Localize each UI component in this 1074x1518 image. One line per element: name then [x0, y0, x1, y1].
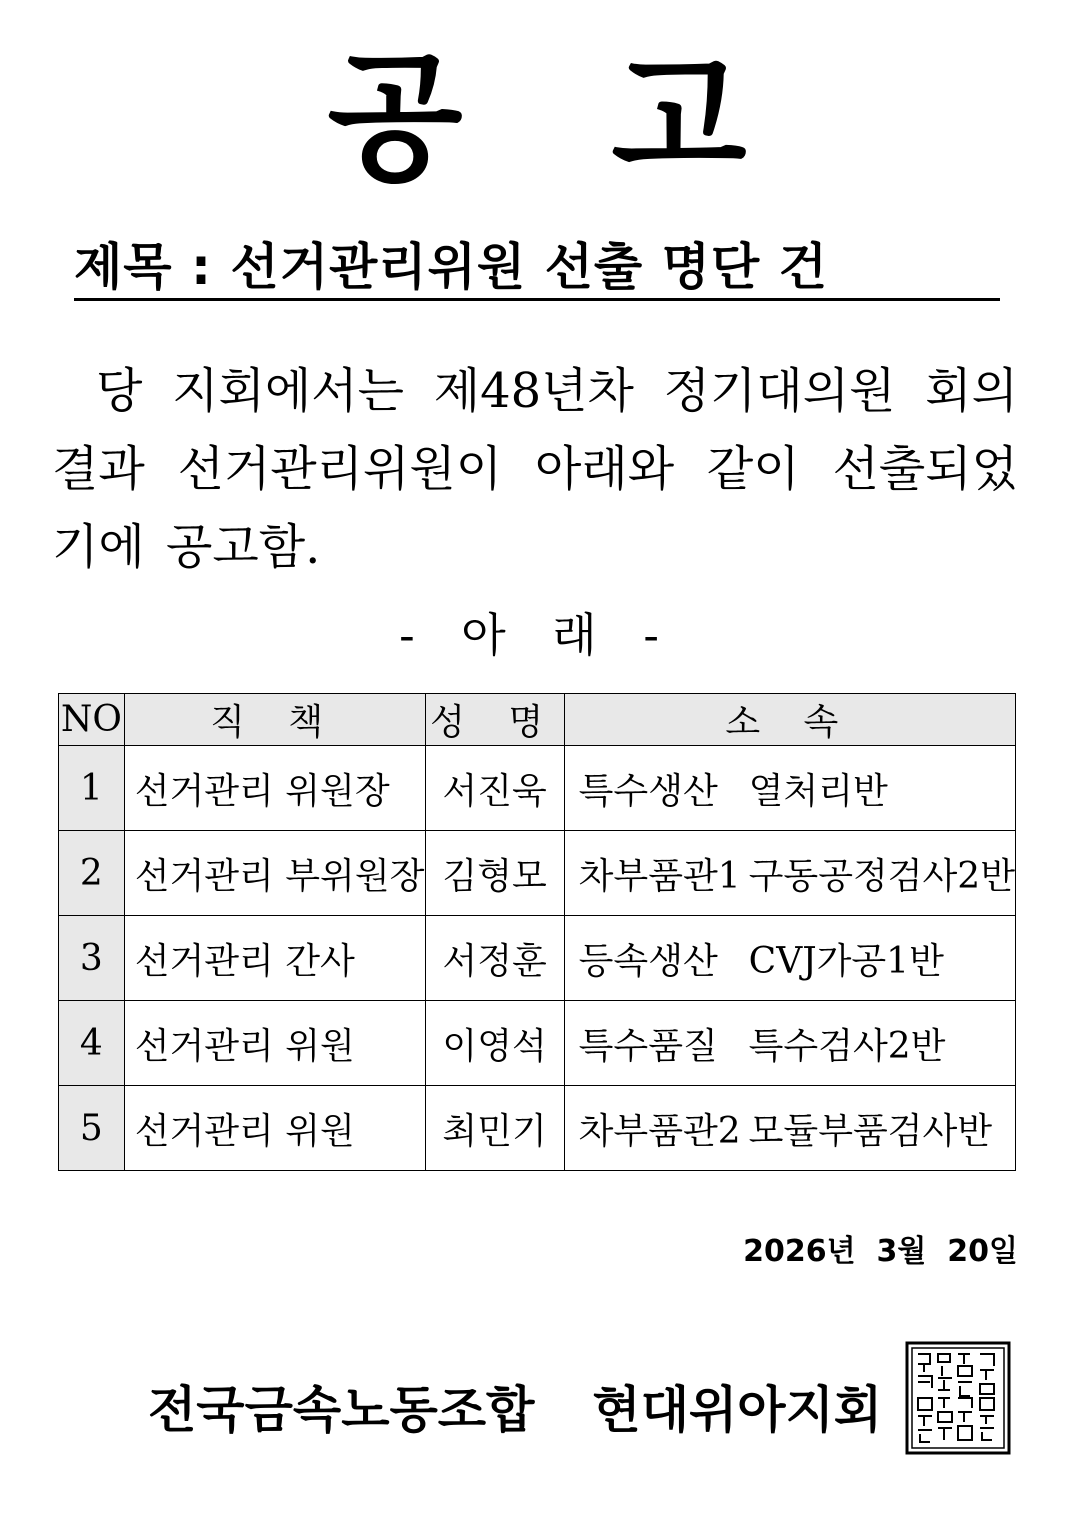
table-header-row — [59, 694, 1016, 746]
row-dept: 차부품관2 — [578, 1110, 741, 1152]
row-number: 3 — [59, 916, 125, 1001]
table-row — [59, 831, 1016, 916]
row-name: 김형모 — [425, 831, 564, 916]
row-department — [564, 916, 1015, 1001]
notice-title: 공 고 — [327, 38, 797, 201]
row-position: 선거관리 위원 — [124, 1086, 425, 1171]
row-name: 서정훈 — [425, 916, 564, 1001]
official-seal-stamp — [904, 1340, 1012, 1456]
row-position: 선거관리 부위원장 — [124, 831, 425, 916]
row-name: 최민기 — [425, 1086, 564, 1171]
table-row — [59, 746, 1016, 831]
notice-body-text: 당 지회에서는 제48년차 정기대의원 회의 결과 선거관리위원이 아래와 같이 선출되었기에 공고함. — [52, 363, 1018, 575]
row-department — [564, 1086, 1015, 1171]
row-department — [564, 746, 1015, 831]
committee-table — [58, 693, 1016, 1171]
header-name: 성 명 — [425, 694, 564, 746]
row-number: 4 — [59, 1001, 125, 1086]
branch-name: 현대위아지회 — [592, 1381, 883, 1439]
row-number: 2 — [59, 831, 125, 916]
subject-underline — [74, 298, 1000, 301]
row-position: 선거관리 위원 — [124, 1001, 425, 1086]
table-row — [59, 1086, 1016, 1171]
row-name: 이영석 — [425, 1001, 564, 1086]
header-department: 소 속 — [564, 694, 1015, 746]
notice-body — [52, 352, 1018, 586]
table-row — [59, 1001, 1016, 1086]
row-number: 1 — [59, 746, 125, 831]
row-dept: 등속생산 — [578, 940, 718, 982]
row-dept: 차부품관1 — [578, 855, 741, 897]
below-heading: - 아 래 - — [399, 608, 675, 662]
row-dept: 특수생산 — [578, 770, 718, 812]
row-unit: 모듈부품검사반 — [748, 1110, 993, 1152]
notice-subject: 제목 : 선거관리위원 선출 명단 건 — [74, 238, 828, 296]
notice-date: 2026년 3월 20일 — [743, 1234, 1018, 1269]
organization-signature — [148, 1370, 928, 1450]
row-dept: 특수품질 — [578, 1025, 718, 1067]
row-department — [564, 831, 1015, 916]
row-name: 서진욱 — [425, 746, 564, 831]
header-no: NO — [59, 694, 125, 746]
row-unit: CVJ가공1반 — [748, 940, 944, 982]
header-position: 직 책 — [124, 694, 425, 746]
table-row — [59, 916, 1016, 1001]
row-unit: 구동공정검사2반 — [748, 855, 1015, 897]
union-name: 전국금속노동조합 — [148, 1381, 535, 1439]
row-department — [564, 1001, 1015, 1086]
row-number: 5 — [59, 1086, 125, 1171]
row-position: 선거관리 위원장 — [124, 746, 425, 831]
row-unit: 특수검사2반 — [748, 1025, 946, 1067]
row-unit: 열처리반 — [748, 770, 888, 812]
row-position: 선거관리 간사 — [124, 916, 425, 1001]
